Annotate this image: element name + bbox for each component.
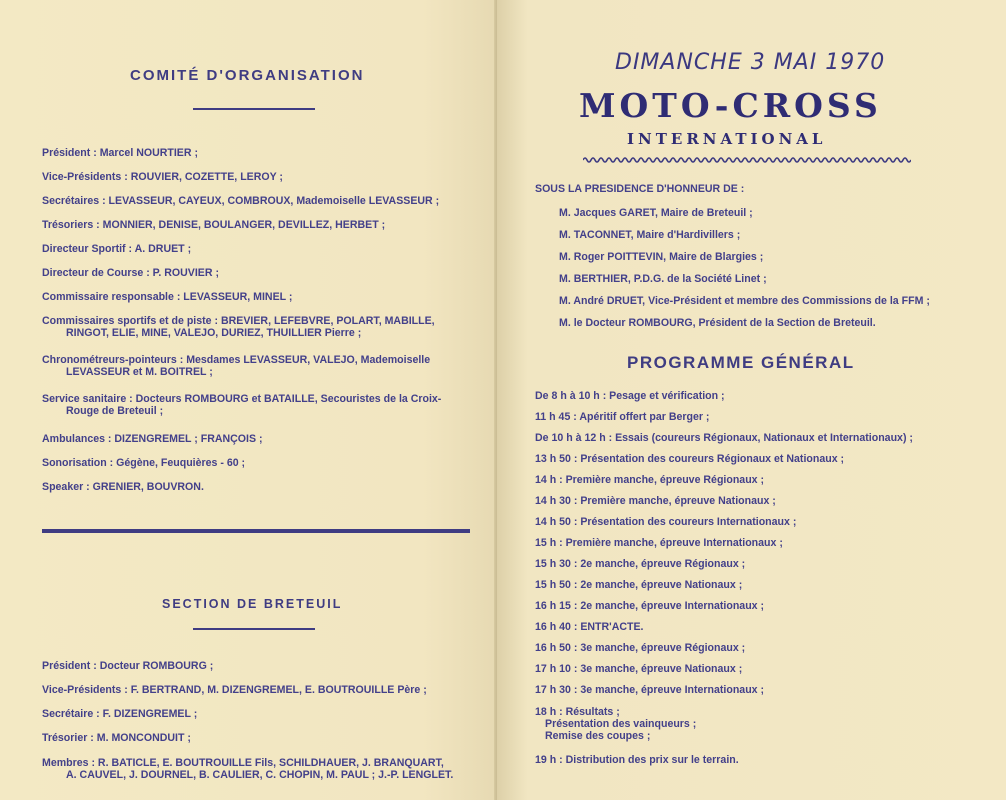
programme-list [535,390,995,770]
programme-heading: PROGRAMME GÉNÉRAL [627,353,855,372]
section-row-membres [42,757,453,781]
section-heading: SECTION DE BRETEUIL [162,597,343,611]
comite-row-chrono [42,354,430,378]
section-row: Vice-Présidents : F. BERTRAND, M. DIZENGREMEL, E. BOUTROUILLE Père ; [42,684,427,696]
programme-18h-line-2: Présentation des vainqueurs ; [545,718,697,730]
chrono-line-2: LEVASSEUR et M. BOITREL ; [66,366,213,378]
comite-row-commissaires [42,315,435,339]
programme-row: 13 h 50 : Présentation des coureurs Régionaux et Nationaux ; [535,453,845,465]
programme-row: 15 h 50 : 2e manche, épreuve Nationaux ; [535,579,743,591]
commissaires-line-1: Commissaires sportifs et de piste : BREVIER, LEFEBVRE, POLART, MABILLE, [42,315,435,327]
comite-row: Commissaire responsable : LEVASSEUR, MINEL ; [42,291,293,303]
presidence-row: M. le Docteur ROMBOURG, Président de la Section de Breteuil. [559,317,876,329]
left-page [0,0,497,800]
programme-row: 16 h 40 : ENTR'ACTE. [535,621,644,633]
comite-row: Trésoriers : MONNIER, DENISE, BOULANGER, DEVILLEZ, HERBET ; [42,219,386,231]
programme-18h-line-1: 18 h : Résultats ; [535,706,620,718]
section-row: Trésorier : M. MONCONDUIT ; [42,732,191,744]
comite-row: Sonorisation : Gégène, Feuquières - 60 ; [42,457,246,469]
programme-row: 11 h 45 : Apéritif offert par Berger ; [535,411,710,423]
programme-row: De 10 h à 12 h : Essais (coureurs Régionaux, Nationaux et Internationaux) ; [535,432,913,444]
section-list [42,660,482,795]
comite-row: Vice-Présidents : ROUVIER, COZETTE, LEROY ; [42,171,283,183]
comite-row-sanitaire [42,393,441,417]
programme-row: 16 h 50 : 3e manche, épreuve Régionaux ; [535,642,746,654]
programme-row: 19 h : Distribution des prix sur le terrain. [535,754,739,766]
presidence-row: M. André DRUET, Vice-Président et membre des Commissions de la FFM ; [559,295,930,307]
presidence-list [559,207,989,332]
comite-heading-rule [193,108,315,110]
programme-18h-line-3: Remise des coupes ; [545,730,651,742]
section-row: Président : Docteur ROMBOURG ; [42,660,214,672]
programme-row: 16 h 15 : 2e manche, épreuve Internationaux ; [535,600,765,612]
comite-row: Speaker : GRENIER, BOUVRON. [42,481,204,493]
membres-line-2: A. CAUVEL, J. DOURNEL, B. CAULIER, C. CHOPIN, M. PAUL ; J.-P. LENGLET. [66,769,454,781]
event-subtitle: INTERNATIONAL [627,130,827,148]
sanitaire-line-2: Rouge de Breteuil ; [66,405,164,417]
presidence-row: M. BERTHIER, P.D.G. de la Société Linet ; [559,273,767,285]
chrono-line-1: Chronométreurs-pointeurs : Mesdames LEVASSEUR, VALEJO, Mademoiselle [42,354,431,366]
comite-row: Directeur de Course : P. ROUVIER ; [42,267,219,279]
event-date: DIMANCHE 3 MAI 1970 [615,50,886,75]
comite-row: Ambulances : DIZENGREMEL ; FRANÇOIS ; [42,433,263,445]
programme-row: De 8 h à 10 h : Pesage et vérification ; [535,390,725,402]
programme-row: 14 h : Première manche, épreuve Régionaux ; [535,474,765,486]
comite-row: Secrétaires : LEVASSEUR, CAYEUX, COMBROUX, Mademoiselle LEVASSEUR ; [42,195,440,207]
event-title: MOTO-CROSS [579,86,882,125]
programme-row: 17 h 10 : 3e manche, épreuve Nationaux ; [535,663,743,675]
commissaires-line-2: RINGOT, ELIE, MINE, VALEJO, DURIEZ, THUILLIER Pierre ; [66,327,362,339]
programme-row-18h [535,706,696,742]
section-divider [42,529,470,533]
presidence-intro: SOUS LA PRESIDENCE D'HONNEUR DE : [535,183,745,195]
presidence-row: M. TACONNET, Maire d'Hardivillers ; [559,229,741,241]
sanitaire-line-1: Service sanitaire : Docteurs ROMBOURG et BATAILLE, Secouristes de la Croix- [42,393,442,405]
comite-row: Président : Marcel NOURTIER ; [42,147,198,159]
section-row: Secrétaire : F. DIZENGREMEL ; [42,708,198,720]
comite-heading: COMITÉ D'ORGANISATION [130,67,365,84]
right-page [497,0,1006,800]
comite-list [42,147,482,507]
title-wave-ornament [583,155,911,165]
programme-row: 15 h : Première manche, épreuve Internationaux ; [535,537,783,549]
membres-line-1: Membres : R. BATICLE, E. BOUTROUILLE Fils, SCHILDHAUER, J. BRANQUART, [42,757,444,769]
presidence-row: M. Roger POITTEVIN, Maire de Blargies ; [559,251,764,263]
presidence-row: M. Jacques GARET, Maire de Breteuil ; [559,207,753,219]
programme-row: 14 h 30 : Première manche, épreuve Nationaux ; [535,495,776,507]
programme-row: 14 h 50 : Présentation des coureurs Internationaux ; [535,516,797,528]
programme-row: 15 h 30 : 2e manche, épreuve Régionaux ; [535,558,746,570]
comite-row: Directeur Sportif : A. DRUET ; [42,243,192,255]
section-heading-rule [193,628,315,630]
programme-row: 17 h 30 : 3e manche, épreuve Internationaux ; [535,684,765,696]
